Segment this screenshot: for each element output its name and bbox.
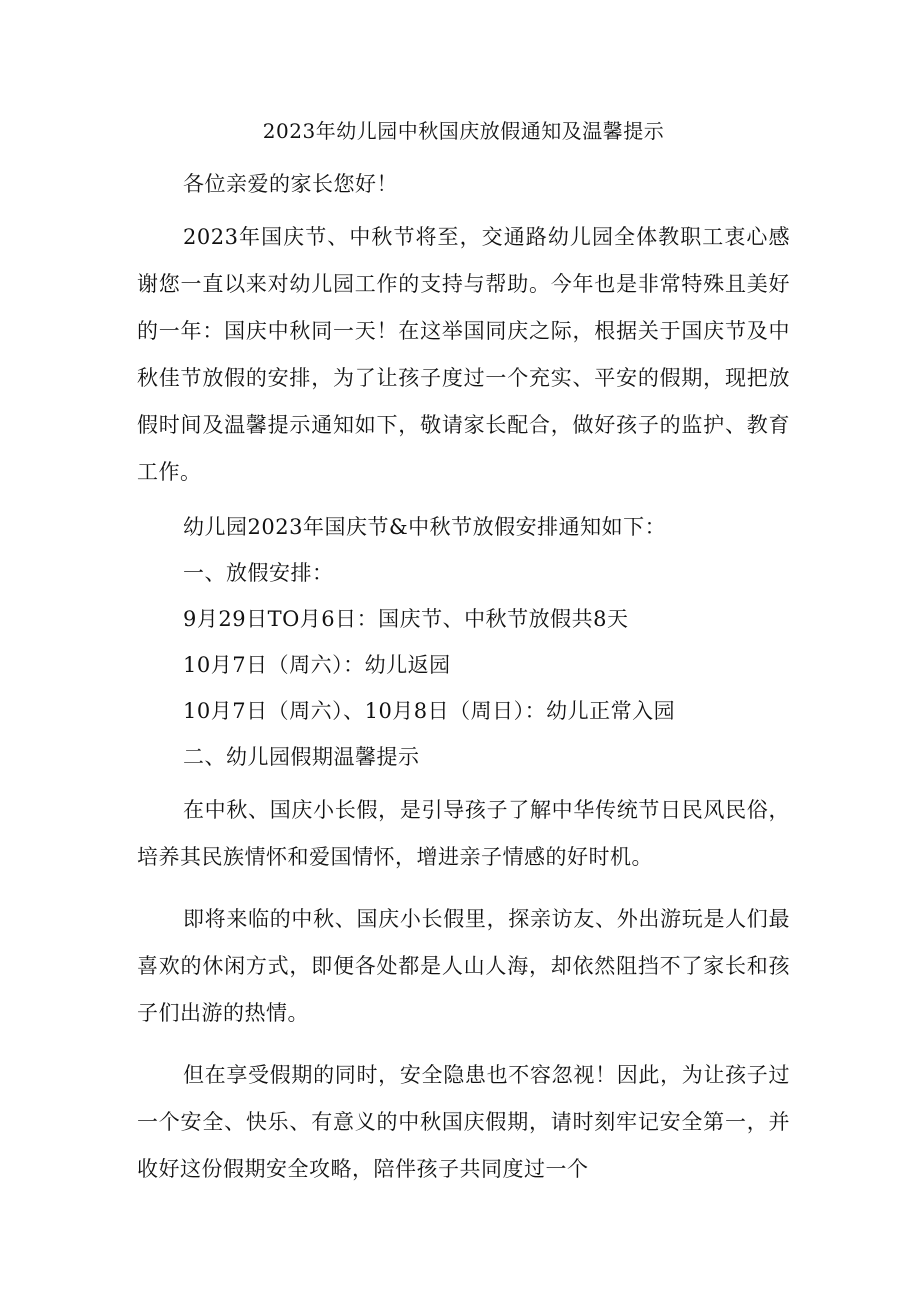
schedule-intro-paragraph: 幼儿园2023年国庆节&中秋节放假安排通知如下：	[183, 515, 667, 539]
schedule-item: 9月29日TO月6日：国庆节、中秋节放假共8天	[183, 607, 629, 631]
tips-paragraph: 但在享受假期的同时，安全隐患也不容忽视！因此，为让孩子过一个安全、快乐、有意义的中秋国庆假期，请时刻牢记安全第一，并收好这份假期安全攻略，陪伴孩子共同度过一个	[137, 1063, 790, 1181]
section-heading-holiday-tips: 二、幼儿园假期温馨提示	[183, 745, 420, 769]
tips-paragraph: 在中秋、国庆小长假，是引导孩子了解中华传统节日民风民俗，培养其民族情怀和爱国情怀，增进亲子情感的好时机。	[137, 798, 790, 869]
tips-paragraph: 即将来临的中秋、国庆小长假里，探亲访友、外出游玩是人们最喜欢的休闲方式，即便各处都是人山人海，却依然阻挡不了家长和孩子们出游的热情。	[137, 907, 790, 1025]
schedule-item: 10月7日（周六）：幼儿返园	[183, 653, 451, 677]
schedule-item: 10月7日（周六）、10月8日（周日）：幼儿正常入园	[183, 699, 676, 723]
document-title: 2023年幼儿园中秋国庆放假通知及温馨提示	[262, 119, 665, 143]
greeting-paragraph: 各位亲爱的家长您好！	[183, 172, 398, 196]
section-heading-holiday-schedule: 一、放假安排：	[183, 561, 334, 585]
intro-paragraph: 2023年国庆节、中秋节将至，交通路幼儿园全体教职工衷心感谢您一直以来对幼儿园工作的支持与帮助。今年也是非常特殊且美好的一年：国庆中秋同一天！在这举国同庆之际，根据关于国庆节及中秋佳节放假的安排，为了让孩子度过一个充实、平安的假期，现把放假时间及温馨提示通知如下，敬请家长配合，做好孩子的监护、教育工作。	[137, 225, 790, 484]
